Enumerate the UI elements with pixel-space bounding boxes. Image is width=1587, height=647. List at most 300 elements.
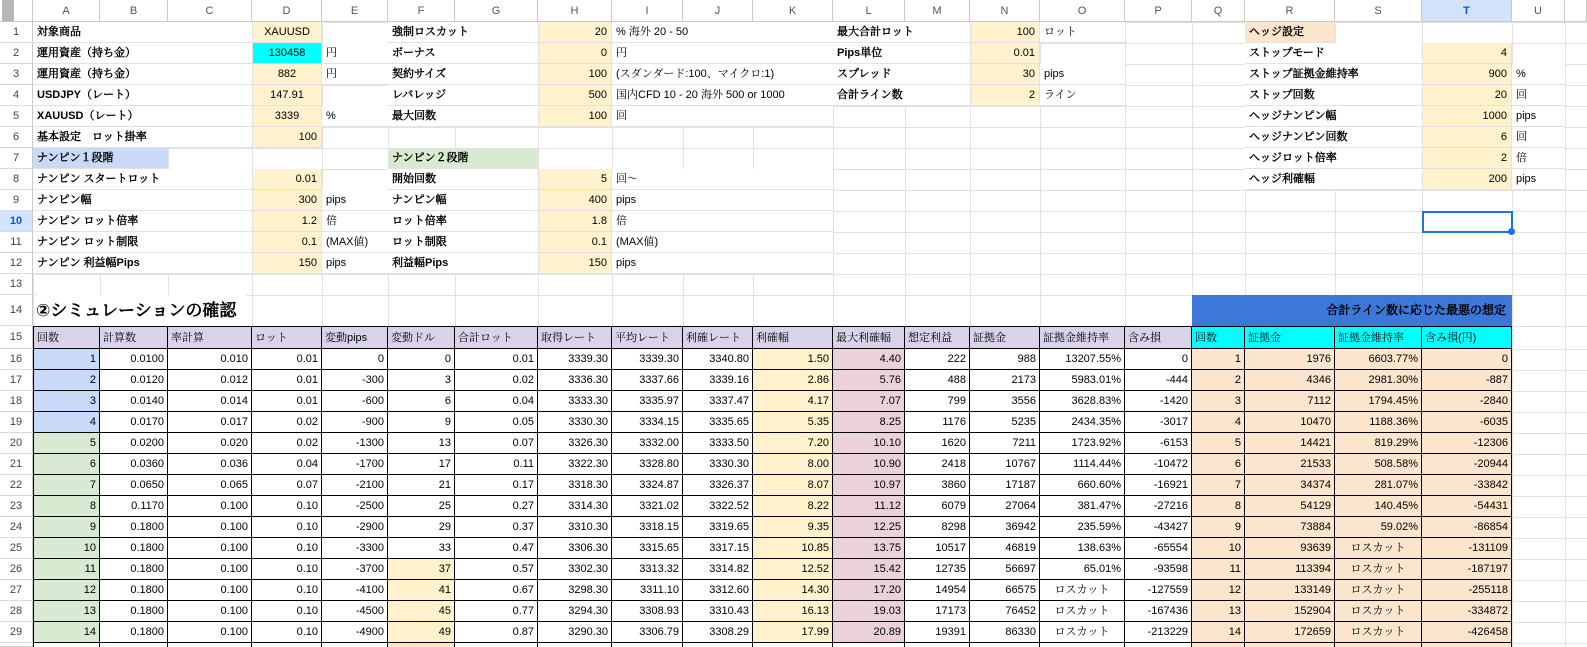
table-cell[interactable]: -1300 bbox=[322, 433, 388, 454]
table-header-cell[interactable]: 回数 bbox=[33, 326, 100, 349]
table-cell[interactable]: 0.1800 bbox=[100, 538, 168, 559]
table-cell[interactable]: 799 bbox=[905, 391, 970, 412]
config-unit[interactable]: pips bbox=[1040, 64, 1125, 85]
config-label[interactable]: ヘッジナンピン回数 bbox=[1245, 127, 1422, 148]
table-cell[interactable] bbox=[833, 643, 905, 647]
table-cell[interactable] bbox=[252, 643, 322, 647]
table-cell[interactable]: 10.97 bbox=[833, 475, 905, 496]
table-cell[interactable]: 3628.83% bbox=[1040, 391, 1125, 412]
table-cell[interactable]: 17.20 bbox=[833, 580, 905, 601]
config-label[interactable]: レバレッジ bbox=[388, 85, 538, 106]
table-cell[interactable]: 3340.80 bbox=[683, 349, 753, 370]
table-cell[interactable]: 17173 bbox=[905, 601, 970, 622]
config-unit[interactable]: 回 bbox=[1512, 127, 1565, 148]
config-unit[interactable]: 倍 bbox=[322, 211, 388, 232]
table-cell[interactable]: 1114.44% bbox=[1040, 454, 1125, 475]
config-value-cell[interactable]: 6 bbox=[1422, 127, 1512, 148]
table-cell[interactable]: 3339.30 bbox=[612, 349, 683, 370]
table-cell[interactable]: 0.02 bbox=[455, 370, 538, 391]
table-header-cell[interactable]: 平均レート bbox=[612, 326, 683, 349]
table-cell[interactable]: -54431 bbox=[1422, 496, 1512, 517]
table-cell[interactable] bbox=[538, 643, 612, 647]
table-header-cell[interactable]: 変動pips bbox=[322, 326, 388, 349]
config-value-cell[interactable]: 147.91 bbox=[252, 85, 322, 106]
config-value-cell[interactable]: 4 bbox=[1422, 43, 1512, 64]
config-label[interactable]: USDJPY（レート） bbox=[33, 85, 252, 106]
row-header-1[interactable]: 1 bbox=[0, 22, 33, 43]
config-value-cell[interactable]: 130458 bbox=[252, 43, 322, 64]
table-header-cell[interactable]: 取得レート bbox=[538, 326, 612, 349]
config-label[interactable]: 利益幅Pips bbox=[388, 253, 538, 274]
table-cell[interactable]: 8.00 bbox=[753, 454, 833, 475]
table-cell[interactable]: -6035 bbox=[1422, 412, 1512, 433]
config-label[interactable]: 契約サイズ bbox=[388, 64, 538, 85]
table-cell[interactable]: 0.77 bbox=[455, 601, 538, 622]
table-cell[interactable]: -33842 bbox=[1422, 475, 1512, 496]
table-cell[interactable] bbox=[1245, 643, 1335, 647]
table-cell[interactable]: 138.63% bbox=[1040, 538, 1125, 559]
column-header-F[interactable]: F bbox=[388, 0, 455, 22]
table-cell[interactable]: 172659 bbox=[1245, 622, 1335, 643]
table-cell[interactable]: 3330.30 bbox=[538, 412, 612, 433]
table-cell[interactable] bbox=[753, 643, 833, 647]
table-cell[interactable]: -444 bbox=[1125, 370, 1192, 391]
table-cell[interactable]: 5.76 bbox=[833, 370, 905, 391]
table-cell[interactable]: 2 bbox=[33, 370, 100, 391]
table-cell[interactable]: 7.07 bbox=[833, 391, 905, 412]
table-cell[interactable]: 10.85 bbox=[753, 538, 833, 559]
table-cell[interactable]: 7112 bbox=[1245, 391, 1335, 412]
table-cell[interactable]: 20.89 bbox=[833, 622, 905, 643]
table-cell[interactable]: 0.1800 bbox=[100, 622, 168, 643]
table-cell[interactable] bbox=[1192, 643, 1245, 647]
row-header-13[interactable]: 13 bbox=[0, 274, 33, 295]
config-label[interactable]: スプレッド bbox=[833, 64, 970, 85]
table-cell[interactable]: 14 bbox=[33, 622, 100, 643]
table-cell[interactable]: 6 bbox=[388, 391, 455, 412]
table-cell[interactable]: 1620 bbox=[905, 433, 970, 454]
table-cell[interactable]: 0 bbox=[1422, 349, 1512, 370]
table-cell[interactable]: 2 bbox=[1192, 370, 1245, 391]
table-cell[interactable]: 0.0650 bbox=[100, 475, 168, 496]
table-cell[interactable]: 11 bbox=[33, 559, 100, 580]
table-cell[interactable]: 8 bbox=[33, 496, 100, 517]
column-header-N[interactable]: N bbox=[970, 0, 1040, 22]
table-cell[interactable]: 3308.29 bbox=[683, 622, 753, 643]
table-cell[interactable]: 0.04 bbox=[455, 391, 538, 412]
table-header-cell[interactable]: 証拠金維持率 bbox=[1335, 326, 1422, 349]
table-cell[interactable]: 3337.47 bbox=[683, 391, 753, 412]
config-value-cell[interactable]: 900 bbox=[1422, 64, 1512, 85]
table-header-cell[interactable]: 最大利確幅 bbox=[833, 326, 905, 349]
column-header-A[interactable]: A bbox=[33, 0, 100, 22]
table-cell[interactable]: 10470 bbox=[1245, 412, 1335, 433]
table-cell[interactable]: 3318.30 bbox=[538, 475, 612, 496]
table-cell[interactable]: -43427 bbox=[1125, 517, 1192, 538]
table-header-cell[interactable]: ロット bbox=[252, 326, 322, 349]
table-cell[interactable]: ロスカット bbox=[1335, 559, 1422, 580]
table-cell[interactable]: 37 bbox=[388, 559, 455, 580]
table-cell[interactable]: 0.0200 bbox=[100, 433, 168, 454]
table-cell[interactable]: 0.012 bbox=[168, 370, 252, 391]
table-cell[interactable]: 0.020 bbox=[168, 433, 252, 454]
row-header-16[interactable]: 16 bbox=[0, 349, 33, 370]
table-cell[interactable]: 3310.43 bbox=[683, 601, 753, 622]
table-cell[interactable]: 3318.15 bbox=[612, 517, 683, 538]
table-cell[interactable]: -10472 bbox=[1125, 454, 1192, 475]
config-label[interactable]: ナンピン スタートロット bbox=[33, 169, 252, 190]
config-unit[interactable]: 国内CFD 10 - 20 海外 500 or 1000 bbox=[612, 85, 833, 106]
table-cell[interactable]: 13207.55% bbox=[1040, 349, 1125, 370]
table-cell[interactable]: 12735 bbox=[905, 559, 970, 580]
table-cell[interactable]: 3311.10 bbox=[612, 580, 683, 601]
table-cell[interactable]: 0 bbox=[322, 349, 388, 370]
table-cell[interactable]: 0.10 bbox=[252, 601, 322, 622]
column-header-L[interactable]: L bbox=[833, 0, 905, 22]
table-cell[interactable]: 381.47% bbox=[1040, 496, 1125, 517]
table-cell[interactable]: ロスカット bbox=[1040, 622, 1125, 643]
column-header-O[interactable]: O bbox=[1040, 0, 1125, 22]
table-cell[interactable]: -127559 bbox=[1125, 580, 1192, 601]
row-header-11[interactable]: 11 bbox=[0, 232, 33, 253]
table-header-cell[interactable]: 含み損(円) bbox=[1422, 326, 1512, 349]
config-label[interactable]: ボーナス bbox=[388, 43, 538, 64]
table-cell[interactable]: 3319.65 bbox=[683, 517, 753, 538]
table-cell[interactable]: -2100 bbox=[322, 475, 388, 496]
table-cell[interactable]: 0.87 bbox=[455, 622, 538, 643]
table-cell[interactable]: 1723.92% bbox=[1040, 433, 1125, 454]
table-cell[interactable]: 2.86 bbox=[753, 370, 833, 391]
table-cell[interactable]: -2900 bbox=[322, 517, 388, 538]
table-cell[interactable]: 488 bbox=[905, 370, 970, 391]
fill-handle[interactable] bbox=[1508, 228, 1515, 235]
table-cell[interactable]: 3321.02 bbox=[612, 496, 683, 517]
table-cell[interactable]: 59.02% bbox=[1335, 517, 1422, 538]
column-header-E[interactable]: E bbox=[322, 0, 388, 22]
config-value-cell[interactable]: 1000 bbox=[1422, 106, 1512, 127]
row-header-17[interactable]: 17 bbox=[0, 370, 33, 391]
config-value-cell[interactable]: 500 bbox=[538, 85, 612, 106]
config-unit[interactable]: (MAX値) bbox=[612, 232, 833, 253]
table-cell[interactable]: 1 bbox=[1192, 349, 1245, 370]
table-cell[interactable]: 7211 bbox=[970, 433, 1040, 454]
column-header-J[interactable]: J bbox=[683, 0, 753, 22]
selected-cell[interactable] bbox=[1422, 211, 1513, 233]
table-cell[interactable]: 13 bbox=[388, 433, 455, 454]
table-cell[interactable]: 3322.52 bbox=[683, 496, 753, 517]
config-label[interactable]: ナンピン幅 bbox=[33, 190, 252, 211]
table-cell[interactable]: 3328.80 bbox=[612, 454, 683, 475]
config-unit[interactable]: 回 bbox=[612, 106, 833, 127]
config-unit[interactable]: (スダンダード:100、マイクロ:1) bbox=[612, 64, 833, 85]
table-cell[interactable]: 14 bbox=[1192, 622, 1245, 643]
table-cell[interactable]: 3294.30 bbox=[538, 601, 612, 622]
table-cell[interactable]: 9 bbox=[1192, 517, 1245, 538]
table-cell[interactable]: 2173 bbox=[970, 370, 1040, 391]
table-cell[interactable]: 16.13 bbox=[753, 601, 833, 622]
table-cell[interactable]: 0.1800 bbox=[100, 580, 168, 601]
table-cell[interactable] bbox=[683, 643, 753, 647]
table-cell[interactable]: 3326.30 bbox=[538, 433, 612, 454]
table-cell[interactable]: 0.01 bbox=[455, 349, 538, 370]
table-cell[interactable]: 3308.93 bbox=[612, 601, 683, 622]
select-all-corner[interactable] bbox=[0, 0, 33, 22]
config-label[interactable]: ナンピン ロット制限 bbox=[33, 232, 252, 253]
row-header-2[interactable]: 2 bbox=[0, 43, 33, 64]
config-label[interactable]: 運用資産（持ち金） bbox=[33, 64, 252, 85]
table-cell[interactable] bbox=[970, 643, 1040, 647]
table-cell[interactable]: 3314.82 bbox=[683, 559, 753, 580]
table-cell[interactable]: 3310.30 bbox=[538, 517, 612, 538]
config-value-cell[interactable]: 5 bbox=[538, 169, 612, 190]
table-cell[interactable]: 3337.66 bbox=[612, 370, 683, 391]
table-cell[interactable]: 12 bbox=[33, 580, 100, 601]
config-label[interactable]: ナンピン幅 bbox=[388, 190, 538, 211]
table-cell[interactable]: -213229 bbox=[1125, 622, 1192, 643]
config-value-cell[interactable]: 100 bbox=[970, 22, 1040, 43]
table-cell[interactable]: 3333.30 bbox=[538, 391, 612, 412]
row-header-28[interactable]: 28 bbox=[0, 601, 33, 622]
table-cell[interactable]: 6 bbox=[33, 454, 100, 475]
table-cell[interactable]: ロスカット bbox=[1040, 580, 1125, 601]
table-cell[interactable]: 29 bbox=[388, 517, 455, 538]
table-cell[interactable]: 0.10 bbox=[252, 622, 322, 643]
table-cell[interactable]: 0.37 bbox=[455, 517, 538, 538]
table-cell[interactable] bbox=[905, 643, 970, 647]
row-header-18[interactable]: 18 bbox=[0, 391, 33, 412]
table-header-cell[interactable]: 証拠金維持率 bbox=[1040, 326, 1125, 349]
table-cell[interactable]: 3306.79 bbox=[612, 622, 683, 643]
table-cell[interactable]: 0.67 bbox=[455, 580, 538, 601]
table-cell[interactable]: 8.25 bbox=[833, 412, 905, 433]
table-cell[interactable]: 5.35 bbox=[753, 412, 833, 433]
config-label[interactable]: ナンピン 利益幅Pips bbox=[33, 253, 252, 274]
config-unit[interactable]: ロット bbox=[1040, 22, 1125, 43]
table-cell[interactable]: 86330 bbox=[970, 622, 1040, 643]
config-unit[interactable]: 回〜 bbox=[612, 169, 833, 190]
section-header-hedge[interactable]: ヘッジ設定 bbox=[1245, 22, 1335, 43]
table-cell[interactable]: 3336.30 bbox=[538, 370, 612, 391]
table-cell[interactable]: 3330.30 bbox=[683, 454, 753, 475]
table-cell[interactable]: 0.47 bbox=[455, 538, 538, 559]
config-unit[interactable]: 倍 bbox=[612, 211, 833, 232]
table-cell[interactable]: 0.100 bbox=[168, 601, 252, 622]
config-label[interactable]: ストップモード bbox=[1245, 43, 1422, 64]
config-unit[interactable]: % 海外 20 - 50 bbox=[612, 22, 833, 43]
table-cell[interactable]: 0.01 bbox=[252, 370, 322, 391]
table-cell[interactable]: 3335.65 bbox=[683, 412, 753, 433]
table-cell[interactable]: -600 bbox=[322, 391, 388, 412]
config-label[interactable]: 開始回数 bbox=[388, 169, 538, 190]
config-label[interactable]: ヘッジロット倍率 bbox=[1245, 148, 1422, 169]
table-cell[interactable]: 3313.32 bbox=[612, 559, 683, 580]
config-value-cell[interactable]: 300 bbox=[252, 190, 322, 211]
table-cell[interactable]: 1 bbox=[33, 349, 100, 370]
config-value-cell[interactable]: 20 bbox=[1422, 85, 1512, 106]
table-cell[interactable]: 0.57 bbox=[455, 559, 538, 580]
table-cell[interactable]: -4500 bbox=[322, 601, 388, 622]
table-cell[interactable]: 3314.30 bbox=[538, 496, 612, 517]
table-cell[interactable]: 25 bbox=[388, 496, 455, 517]
table-cell[interactable]: 65.01% bbox=[1040, 559, 1125, 580]
table-cell[interactable]: 0.27 bbox=[455, 496, 538, 517]
table-cell[interactable]: 3315.65 bbox=[612, 538, 683, 559]
table-cell[interactable]: 3290.30 bbox=[538, 622, 612, 643]
table-cell[interactable]: 5235 bbox=[970, 412, 1040, 433]
column-header-K[interactable]: K bbox=[753, 0, 833, 22]
table-cell[interactable]: 819.29% bbox=[1335, 433, 1422, 454]
table-cell[interactable]: 0.100 bbox=[168, 517, 252, 538]
table-cell[interactable]: 0.10 bbox=[252, 538, 322, 559]
table-cell[interactable]: 3302.30 bbox=[538, 559, 612, 580]
table-cell[interactable]: 17.99 bbox=[753, 622, 833, 643]
table-cell[interactable]: 8298 bbox=[905, 517, 970, 538]
table-cell[interactable]: 0.0100 bbox=[100, 349, 168, 370]
table-cell[interactable]: 0.100 bbox=[168, 622, 252, 643]
table-cell[interactable]: 0.100 bbox=[168, 559, 252, 580]
table-cell[interactable]: 3332.00 bbox=[612, 433, 683, 454]
table-cell[interactable]: 0.07 bbox=[455, 433, 538, 454]
table-cell[interactable]: -1420 bbox=[1125, 391, 1192, 412]
table-cell[interactable]: 0.1800 bbox=[100, 601, 168, 622]
row-header-21[interactable]: 21 bbox=[0, 454, 33, 475]
table-cell[interactable]: -900 bbox=[322, 412, 388, 433]
table-cell[interactable]: 36942 bbox=[970, 517, 1040, 538]
column-header-M[interactable]: M bbox=[905, 0, 970, 22]
row-header-23[interactable]: 23 bbox=[0, 496, 33, 517]
table-cell[interactable]: 281.07% bbox=[1335, 475, 1422, 496]
table-cell[interactable]: 66575 bbox=[970, 580, 1040, 601]
table-cell[interactable]: 0.17 bbox=[455, 475, 538, 496]
table-cell[interactable]: 49 bbox=[388, 622, 455, 643]
table-cell[interactable]: 9.35 bbox=[753, 517, 833, 538]
table-header-cell[interactable]: 回数 bbox=[1192, 326, 1245, 349]
section-header-nanpin2[interactable]: ナンピン２段階 bbox=[388, 148, 538, 169]
table-cell[interactable]: -3300 bbox=[322, 538, 388, 559]
table-cell[interactable]: 12.25 bbox=[833, 517, 905, 538]
table-cell[interactable]: 3322.30 bbox=[538, 454, 612, 475]
row-header-25[interactable]: 25 bbox=[0, 538, 33, 559]
table-cell[interactable]: 660.60% bbox=[1040, 475, 1125, 496]
table-cell[interactable]: -93598 bbox=[1125, 559, 1192, 580]
table-cell[interactable]: 0.01 bbox=[252, 349, 322, 370]
config-unit[interactable]: 倍 bbox=[1512, 148, 1565, 169]
table-cell[interactable]: 1794.45% bbox=[1335, 391, 1422, 412]
table-cell[interactable]: 13 bbox=[1192, 601, 1245, 622]
config-unit[interactable]: 回 bbox=[1512, 85, 1565, 106]
table-header-cell[interactable]: 利確レート bbox=[683, 326, 753, 349]
row-header-3[interactable]: 3 bbox=[0, 64, 33, 85]
row-header-22[interactable]: 22 bbox=[0, 475, 33, 496]
table-cell[interactable]: -426458 bbox=[1422, 622, 1512, 643]
table-cell[interactable]: -4900 bbox=[322, 622, 388, 643]
table-cell[interactable]: 1188.36% bbox=[1335, 412, 1422, 433]
table-cell[interactable]: -2500 bbox=[322, 496, 388, 517]
table-cell[interactable] bbox=[1040, 643, 1125, 647]
row-header-19[interactable]: 19 bbox=[0, 412, 33, 433]
column-header-Q[interactable]: Q bbox=[1192, 0, 1245, 22]
table-cell[interactable]: 3339.30 bbox=[538, 349, 612, 370]
table-cell[interactable]: 0.100 bbox=[168, 538, 252, 559]
table-cell[interactable]: -887 bbox=[1422, 370, 1512, 391]
table-cell[interactable]: 10 bbox=[1192, 538, 1245, 559]
config-label[interactable]: 強制ロスカット bbox=[388, 22, 538, 43]
table-cell[interactable]: 27064 bbox=[970, 496, 1040, 517]
table-cell[interactable]: 3335.97 bbox=[612, 391, 683, 412]
table-cell[interactable]: 0.0120 bbox=[100, 370, 168, 391]
config-value-cell[interactable]: 0 bbox=[538, 43, 612, 64]
section-header-nanpin1[interactable]: ナンピン１段階 bbox=[33, 148, 168, 169]
table-cell[interactable]: 17187 bbox=[970, 475, 1040, 496]
table-cell[interactable]: 7.20 bbox=[753, 433, 833, 454]
table-cell[interactable]: 0.02 bbox=[252, 433, 322, 454]
config-label[interactable]: 対象商品 bbox=[33, 22, 252, 43]
table-cell[interactable]: 140.45% bbox=[1335, 496, 1422, 517]
column-header-G[interactable]: G bbox=[455, 0, 538, 22]
config-unit[interactable]: pips bbox=[322, 190, 388, 211]
config-value-cell[interactable]: 0.1 bbox=[252, 232, 322, 253]
row-header-26[interactable]: 26 bbox=[0, 559, 33, 580]
table-cell[interactable]: ロスカット bbox=[1335, 580, 1422, 601]
table-header-cell[interactable]: 証拠金 bbox=[970, 326, 1040, 349]
table-cell[interactable]: ロスカット bbox=[1335, 622, 1422, 643]
table-cell[interactable]: 0 bbox=[388, 349, 455, 370]
table-cell[interactable]: 4.17 bbox=[753, 391, 833, 412]
table-cell[interactable]: 4 bbox=[33, 412, 100, 433]
config-value-cell[interactable]: 0.01 bbox=[970, 43, 1040, 64]
config-value-cell[interactable]: XAUUSD bbox=[252, 22, 322, 43]
table-cell[interactable]: 14421 bbox=[1245, 433, 1335, 454]
table-cell[interactable]: 41 bbox=[388, 580, 455, 601]
table-cell[interactable]: 9 bbox=[33, 517, 100, 538]
table-cell[interactable]: 73884 bbox=[1245, 517, 1335, 538]
table-cell[interactable]: 0.02 bbox=[252, 412, 322, 433]
table-cell[interactable] bbox=[1335, 643, 1422, 647]
table-cell[interactable]: 3324.87 bbox=[612, 475, 683, 496]
column-header-R[interactable]: R bbox=[1245, 0, 1335, 22]
config-label[interactable]: ストップ回数 bbox=[1245, 85, 1422, 106]
table-cell[interactable]: ロスカット bbox=[1335, 601, 1422, 622]
column-header-T[interactable]: T bbox=[1422, 0, 1512, 22]
table-header-cell[interactable]: 想定利益 bbox=[905, 326, 970, 349]
table-cell[interactable]: 0.017 bbox=[168, 412, 252, 433]
table-cell[interactable]: 8.07 bbox=[753, 475, 833, 496]
config-label[interactable]: Pips単位 bbox=[833, 43, 970, 64]
row-header-12[interactable]: 12 bbox=[0, 253, 33, 274]
config-label[interactable]: ヘッジナンピン幅 bbox=[1245, 106, 1422, 127]
table-cell[interactable]: 0.10 bbox=[252, 580, 322, 601]
config-value-cell[interactable]: 100 bbox=[252, 127, 322, 148]
table-cell[interactable]: 0.036 bbox=[168, 454, 252, 475]
column-header-H[interactable]: H bbox=[538, 0, 612, 22]
table-cell[interactable]: 9 bbox=[388, 412, 455, 433]
column-header-D[interactable]: D bbox=[252, 0, 322, 22]
table-cell[interactable]: -2840 bbox=[1422, 391, 1512, 412]
table-cell[interactable]: 12.52 bbox=[753, 559, 833, 580]
table-cell[interactable]: 15.42 bbox=[833, 559, 905, 580]
config-label[interactable]: 最大合計ロット bbox=[833, 22, 970, 43]
table-cell[interactable]: 0.1800 bbox=[100, 559, 168, 580]
column-header-I[interactable]: I bbox=[612, 0, 683, 22]
table-cell[interactable]: 93639 bbox=[1245, 538, 1335, 559]
config-value-cell[interactable]: 2 bbox=[1422, 148, 1512, 169]
column-header-B[interactable]: B bbox=[100, 0, 168, 22]
column-header-C[interactable]: C bbox=[168, 0, 252, 22]
row-header-4[interactable]: 4 bbox=[0, 85, 33, 106]
config-unit[interactable]: (MAX値) bbox=[322, 232, 388, 253]
row-header-15[interactable]: 15 bbox=[0, 326, 33, 349]
table-cell[interactable]: 3326.37 bbox=[683, 475, 753, 496]
